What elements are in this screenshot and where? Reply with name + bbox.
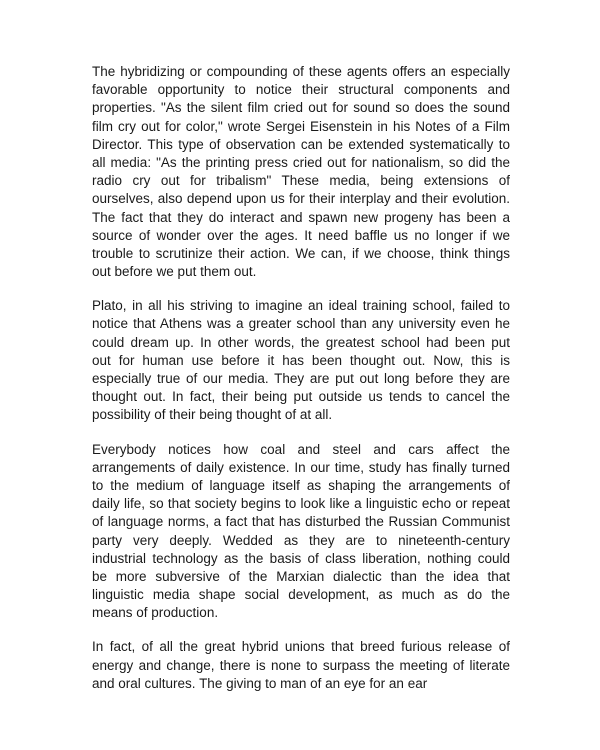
- text-line: energy and change, there is none to surpass the meeting of literate: [92, 657, 510, 673]
- text-line: radio cry out for tribalism" These media, being extensions of: [92, 173, 510, 189]
- text-line: industrial technology as the basis of class liberation, nothing could: [92, 550, 510, 566]
- text-line: means of production.: [92, 605, 219, 621]
- text-line: properties. "As the silent film cried out for sound so does the sound: [92, 100, 510, 116]
- text-line: notice that Athens was a greater school than any university even he: [92, 316, 510, 332]
- text-line: especially true of our media. They are put out long before they are: [92, 371, 510, 386]
- text-line: The hybridizing or compounding of these agents offers an especially: [92, 64, 510, 79]
- text-line: possibility of their being thought of at all.: [92, 407, 333, 423]
- text-line: The fact that they do interact and spawn new progeny has been a: [92, 209, 510, 225]
- text-line: party very deeply. Wedded as they are to nineteenth-century: [92, 532, 510, 548]
- text-line: source of wonder over the ages. It need baffle us no longer if we: [92, 227, 510, 243]
- text-line: favorable opportunity to notice their structural components and: [92, 82, 510, 98]
- text-line: In fact, of all the great hybrid unions that breed furious release of: [92, 639, 510, 655]
- text-line: trouble to scrutinize their action. We can, if we choose, think things: [92, 245, 510, 261]
- text-line: daily life, so that society begins to look like a linguistic echo or repeat: [92, 496, 510, 512]
- text-line: to the medium of language itself as shaping the arrangements of: [92, 477, 510, 493]
- text-line: out for human use before it has been thought out. Now, this is: [92, 352, 510, 368]
- text-line: ourselves, also depend upon us for their interplay and their evolution.: [92, 191, 510, 207]
- text-line: film cry out for color," wrote Sergei Eisenstein in his Notes of a Film: [92, 118, 510, 134]
- text-line: linguistic media shape social development, as much as do the: [92, 587, 510, 603]
- text-line: thought out. In fact, their being put outside us tends to cancel the: [92, 389, 510, 405]
- text-line: be more subversive of the Marxian dialectic than the idea that: [92, 568, 510, 584]
- text-line: arrangements of daily existence. In our time, study has finally turned: [92, 459, 510, 475]
- text-line: all media: "As the printing press cried out for nationalism, so did the: [92, 154, 510, 170]
- text-line: Everybody notices how coal and steel and cars affect the: [92, 441, 510, 457]
- text-line: could dream up. In other words, the greatest school had been put: [92, 334, 510, 350]
- text-line: Director. This type of observation can be extended systematically to: [92, 136, 510, 152]
- text-block: [92, 63, 510, 693]
- text-line: out before we put them out.: [92, 264, 257, 280]
- text-line: and oral cultures. The giving to man of an eye for an ear: [92, 675, 428, 691]
- text-line: of language norms, a fact that has disturbed the Russian Communist: [92, 514, 510, 530]
- text-line: Plato, in all his striving to imagine an ideal training school, failed to: [92, 298, 510, 314]
